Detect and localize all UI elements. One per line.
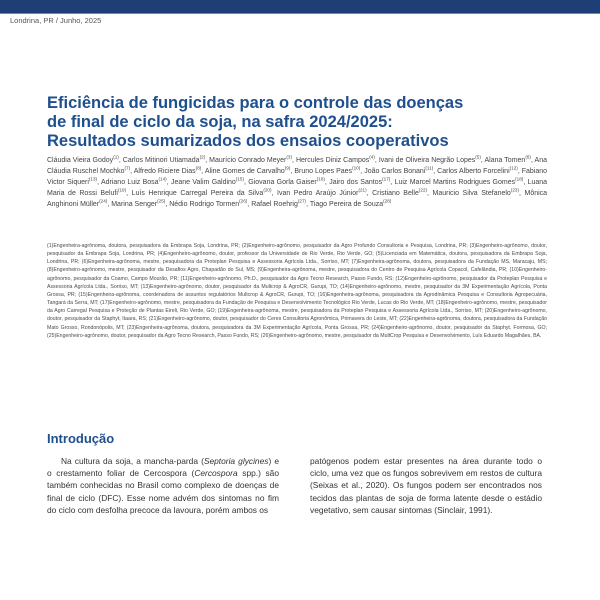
author-name: Luana Maria de Rossi Belufi [47,178,548,197]
intro-column-left [47,455,279,516]
author-reference: (3) [286,154,292,160]
author-name: Hercules Diniz Campos [295,157,370,164]
author-reference: (10) [352,165,361,171]
author-name: João Carlos Bonani [364,167,426,175]
author-name: Rafael Roehrig [251,200,298,208]
intro-text: Na cultura da soja, a mancha-parda ( [61,456,204,466]
author-name: Cláudia Vieira Godoy [47,157,114,164]
author-reference: (18) [515,176,524,182]
author-reference: (6) [525,154,531,160]
author-name: Nédio Rodrigo Tormen [169,200,240,208]
header-bar-accent [0,13,600,14]
author-reference: (16) [316,176,325,182]
author-name: Tiago Pereira de Souza [309,200,384,208]
author-name: Cristiano Belle [372,189,419,197]
author-name: Bruno Lopes Paes [294,167,353,175]
author-name: Mônica Anghinoni Müller [47,189,548,208]
author-name: Fabiano Victor Siqueri [47,167,548,186]
author-reference: (26) [239,198,248,204]
header-bar [0,0,600,13]
author-reference: (1) [113,154,119,160]
author-reference: (17) [382,176,391,182]
location-date: Londrina, PR / Junho, 2025 [10,16,102,25]
author-name: Mauricio Silva Stefanelo [432,189,511,197]
author-name: Jairo dos Santos [329,178,383,186]
author-name: Carlos Alberto Forcelini [437,167,510,175]
author-reference: (22) [418,187,428,193]
intro-genus-name: Cercospora [194,468,238,479]
author-name: Ivan Pedro Araújo Júnior [277,189,359,197]
author-name: Carlos Mitinori Utiamada [122,157,200,164]
paper-title [47,94,547,151]
intro-species-name: Septoria glycines [203,456,269,466]
author-name: Jeane Valim Galdino [170,178,236,186]
author-reference: (25) [157,198,166,204]
section-heading-introduction: Introdução [47,431,115,446]
author-list: Cláudia Vieira Godoy$^{(1)}$, Carlos Mitinori Utiamada$^{(2)}$, Maurício Conrado Meyer$^{(3)}$, Hercules Diniz Campos$^{(4)}$, Ivani de Oliveira Negrão Lopes$^{(5)}$, Alana Tomen$^{(6)}$, Ana Cláudia Ruschel Mochko$^{(7)}$, Alfredo Riciere Dias$^{(8)}$, Aline Gomes de Carvalho$^{(9)}$, Bruno Lopes Paes$^{(10)}$, João Carlos Bonani$^{(11)}$, Carlos Alberto Forcelini$^{(12)}$, Fabiano Victor Siqueri$^{(13)}$, Adriano Luiz Bosa$^{(14)}$, Jeane Valim Galdino$^{(15)}$, Giovana Gorla Gaiser$^{(16)}$, Jairo dos Santos$^{(17)}$, Luiz Marcel Martins Rodrigues Gomes$^{(18)}$, Luana Maria de Rossi Belufi$^{(19)}$, Luís Henrique Carregal Pereira da Silva$^{(20)}$, Ivan Pedro Araújo Júnior$^{(21)}$, Cristiano Belle$^{(22)}$, Mauricio Silva Stefanelo$^{(23)}$, Mônica Anghinoni Müller$^{(24)}$, Marina Senger$^{(25)}$, Nédio Rodrigo Tormen$^{(26)}$, Rafael Roehrig$^{(27)}$, Tiago Pereira de Souza$^{(28)}$ [47,154,548,208]
author-reference: (14) [158,176,167,182]
title-line-3: Resultados sumarizados dos ensaios cooperativos [47,132,449,150]
author-reference: (7) [124,165,131,171]
author-reference: (4) [369,154,375,160]
author-reference: (19) [117,187,127,193]
author-reference: (20) [263,187,272,193]
author-reference: (12) [509,165,518,171]
author-name: Luiz Marcel Martins Rodrigues Gomes [394,178,516,186]
author-reference: (9) [284,165,291,171]
author-name: Alfredo Riciere Dias [133,167,196,175]
author-reference: (13) [88,176,98,182]
author-reference: (27) [297,198,307,204]
author-affiliations: (1)Engenheira-agrônoma, doutora, pesquisadora da Embrapa Soja, Londrina, PR; (2)Engenheiro-agrônomo, pesquisador da Agro Profundo Consultoria e Pesquisa, Londrina, PR; (3)Engenheiro-agrônomo, doutor, pesquisador da Embrapa Soja, Londrina, PR; (4)Engenheiro-agrônomo, doutor, professor da Universidade de Rio Verde, Rio Verde, GO; (5)Licenciada em Matemática, doutora, pesquisadora da Embrapa Soja, Londrina, PR; (6)Engenheira-agrônoma, mestre, pesquisadora da Proteplan Pesquisa e Assessoria Agrícola Ltda., Sorriso, MT; (7)Engenheira-agrônoma, doutora, pesquisadora da Fundação MS, Maracaju, MS; (8)Engenheiro-agrônomo, mestre, pesquisador da Desafios Agro, Chapadão do Sul, MS; (9)Engenheira-agrônoma, mestre, pesquisadora do Centro de Pesquisa Agrícola Copacol, Cafelândia, PR; (10)Engenheiro-agrônomo, pesquisador da Coamo, Campo Mourão, PR; (11)Engenheiro-agrônomo, Ph.D., pesquisador da Agro Tecno Research, Passo Fundo, RS; (12)Engenheiro-agrônomo, pesquisador da Proteplan Pesquisa e Assessoria Agrícola Ltda., Sorriso, MT; (13)Engenheiro-agrônomo, doutor, pesquisador da Multcrop & AgroCR, Gurupi, TO; (14)Engenheiro-agrônomo, mestre, pesquisador da 3M Experimentação Agrícola, Ponta Grossa, PR; (15)Engenheira-agrônoma, coordenadora de assuntos regulatórios Multcrop & AgroCR, Gurupi, TO; (16)Engenheira-agrônoma, pesquisadora da Agrodinâmica Pesquisa e Consultoria Agropecuária, Tangará da Serra, MT; (17)Engenheiro-agrônomo, mestre, pesquisadora da Fundação de Pesquisa e Desenvolvimento Tecnológico Rio Verde, Lucas do Rio Verde, MT; (18)Engenheiro-agrônomo, mestre, pesquisador da Agro Carregal Pesquisa e Proteção de Plantas Eireli, Rio Verde, GO; (19)Engenheira-agrônoma, mestre, pesquisadora da Proteplan Pesquisa e Assessoria Agrícola Ltda., Sorriso, MT; (20)Engenheiro-agrônomo, doutor, pesquisador da Staphyt, Itaara, RS; (21)Engenheiro-agrônomo, doutor, pesquisador do Ceres Consultoria Agronômica, Primavera do Leste, MT; (22)Engenheira-agrônoma, doutora, pesquisadora da Fundação Mato Grosso, Rondonópolis, MT; (23)Engenheira-agrônoma, doutora, pesquisadora da 3M Experimentação Agrícola, Ponta Grossa, PR; (24)Engenheiro-agrônomo, doutor, pesquisador da Staphyt, Formosa, GO; (25)Engenheiro-agrônomo, doutor, pesquisador da Agro Tecno Research, Passo Fundo, RS; (26)Engenheiro-agrônomo, mestre, pesquisador da MultCrop Pesquisa e Desenvolvimento, Luís Eduardo Magalhães, BA. [47,243,547,339]
author-name: Aline Gomes de Carvalho [204,167,285,175]
author-name: Marina Senger [111,200,158,208]
author-name: Alana Tomen [484,157,526,164]
author-reference: (8) [195,165,202,171]
author-name: Adriano Luiz Bosa [100,178,159,186]
author-name: Giovana Gorla Gaiser [248,178,317,186]
author-reference: (21) [358,187,367,193]
author-name: Maurício Conrado Meyer [209,157,287,164]
author-name: Ana Cláudia Ruschel Mochko [47,157,547,175]
title-line-2: de final de ciclo da soja, na safra 2024/2025: [47,113,393,131]
author-name: Luís Henrique Carregal Pereira da Silva [131,189,264,197]
author-reference: (24) [99,198,108,204]
intro-column-right: patógenos podem estar presentes na área durante todo o ciclo, uma vez que os fungos sobrevivem em restos de cultura (Seixas et al., 2020). Os fungos podem ser encontrados nos tecidos das plantas de soja de forma latente desde o estádio vegetativo, sem causar sintomas (Sinclair, 1991). [310,456,542,515]
author-reference: (5) [475,154,481,160]
intro-text: spp.) são também conhecidas no Brasil como complexo de doenças de final de ciclo (DFC). Esse nome advém dos sintomas no fim do ciclo com desfolha precoce da lavoura, porém ambos os [47,468,279,515]
author-reference: (2) [199,154,206,160]
intro-text: ) e o crestamento foliar de Cercospora ( [47,456,279,479]
author-reference: (11) [425,165,434,171]
author-name: Ivani de Oliveira Negrão Lopes [378,157,476,164]
author-reference: (15) [235,176,244,182]
title-line-1: Eficiência de fungicidas para o controle das doenças [47,94,464,112]
author-reference: (28) [383,198,392,204]
author-reference: (23) [510,187,519,193]
